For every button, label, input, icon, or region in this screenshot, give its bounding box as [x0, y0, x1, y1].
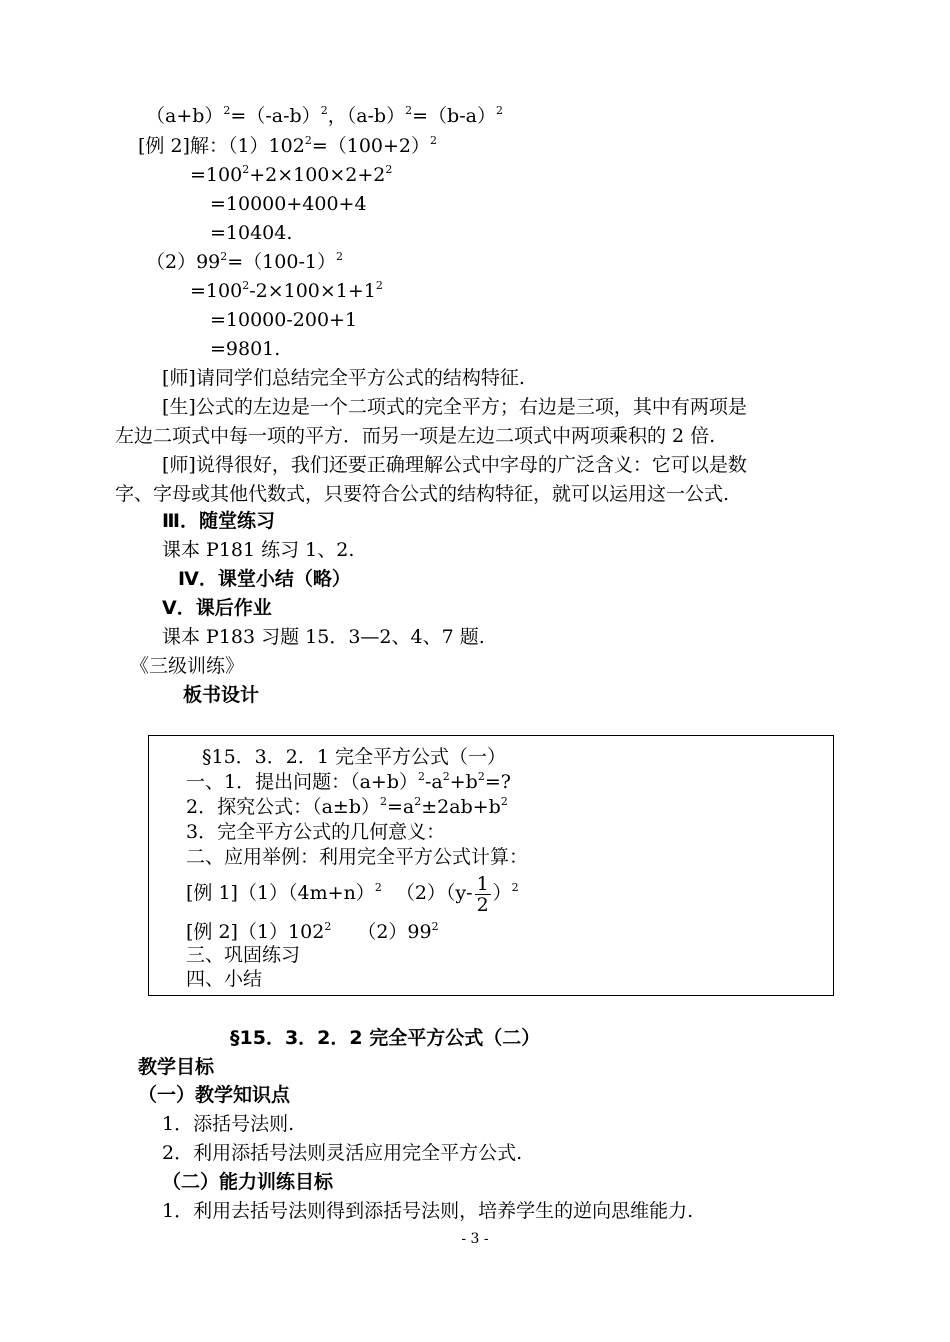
board-line: [例 $1](1)(4m+n)^2$ （2）（y- $\frac{1}{2}$ ）$^2$ — [186, 872, 519, 916]
board-line: 3．完全平方公式的几何意义： — [186, 821, 446, 843]
section-heading: Ⅲ．随堂练习 — [162, 510, 275, 532]
board-line: [例 $2](1)102^2$ $(2)99^2$ — [186, 920, 439, 943]
board-line: §15．3．2．1 完全平方公式（一） — [202, 746, 506, 768]
identity-line: $(a+b)^2=(-a-b)^2$，$(a-b)^2=(b-a)^2$ — [146, 104, 503, 127]
paragraph-line: 课本 P181 练习 1、2. — [162, 539, 355, 561]
board-line: 一、1．提出问题：$(a+b)^2-a^2+b^2=$? — [186, 770, 511, 793]
calc-line: =9801. — [210, 338, 281, 360]
calc-line: =10000+400+4 — [210, 193, 367, 215]
paragraph-line: 左边二项式中每一项的平方．而另一项是左边二项式中两项乘积的 2 倍. — [115, 425, 716, 447]
calc-line: $(2)99^2=(100-1)^2$ — [146, 250, 343, 273]
subheading: （二）能力训练目标 — [162, 1171, 334, 1193]
paragraph-line: [师]说得很好，我们还要正确理解公式中字母的广泛含义：它可以是数 — [162, 454, 747, 476]
fraction: $\frac{1}{2}$ — [476, 872, 489, 916]
paragraph-line: 2．利用添括号法则灵活应用完全平方公式. — [162, 1142, 523, 1164]
subheading: （一）教学知识点 — [138, 1084, 291, 1106]
paragraph-line: 1．利用去括号法则得到添括号法则，培养学生的逆向思维能力. — [162, 1200, 694, 1222]
paragraph-line: [生]公式的左边是一个二项式的完全平方；右边是三项，其中有两项是 — [162, 396, 747, 418]
board-line: 2．探究公式：$(a\pm b)^2=a^2\pm 2ab+b^2$ — [186, 795, 508, 818]
goals-heading: 教学目标 — [138, 1056, 215, 1078]
calc-line: =10404. — [210, 222, 293, 244]
paragraph-line: 1．添括号法则. — [162, 1113, 295, 1135]
example2-line: [例 2]解：$(1)102^2=(100+2)^2$ — [138, 134, 438, 157]
paragraph-line: [师]请同学们总结完全平方公式的结构特征. — [162, 367, 525, 389]
board-line: 三、巩固练习 — [186, 944, 301, 966]
section-heading: Ⅴ．课后作业 — [162, 597, 272, 619]
paragraph-line: 课本 P183 习题 15．3—2、4、7 题. — [162, 626, 485, 648]
paragraph-line: 字、字母或其他代数式，只要符合公式的结构特征，就可以运用这一公式. — [115, 483, 730, 505]
paragraph-line: 《三级训练》 — [130, 655, 245, 677]
board-design-title: 板书设计 — [183, 684, 260, 706]
calc-line: $=100^2-2\times 100\times 1+1^2$ — [190, 279, 383, 302]
board-line: 二、应用举例：利用完全平方公式计算： — [186, 846, 529, 868]
board-line: 四、小结 — [186, 968, 263, 990]
section-title: §15．3．2．2 完全平方公式（二） — [230, 1027, 541, 1049]
page-number: - 3 - — [461, 1231, 489, 1247]
calc-line: =10000-200+1 — [210, 309, 358, 331]
calc-line: $=100^2+2\times 100\times 2+2^2$ — [190, 163, 393, 186]
section-heading: Ⅳ．课堂小结（略） — [178, 568, 351, 590]
